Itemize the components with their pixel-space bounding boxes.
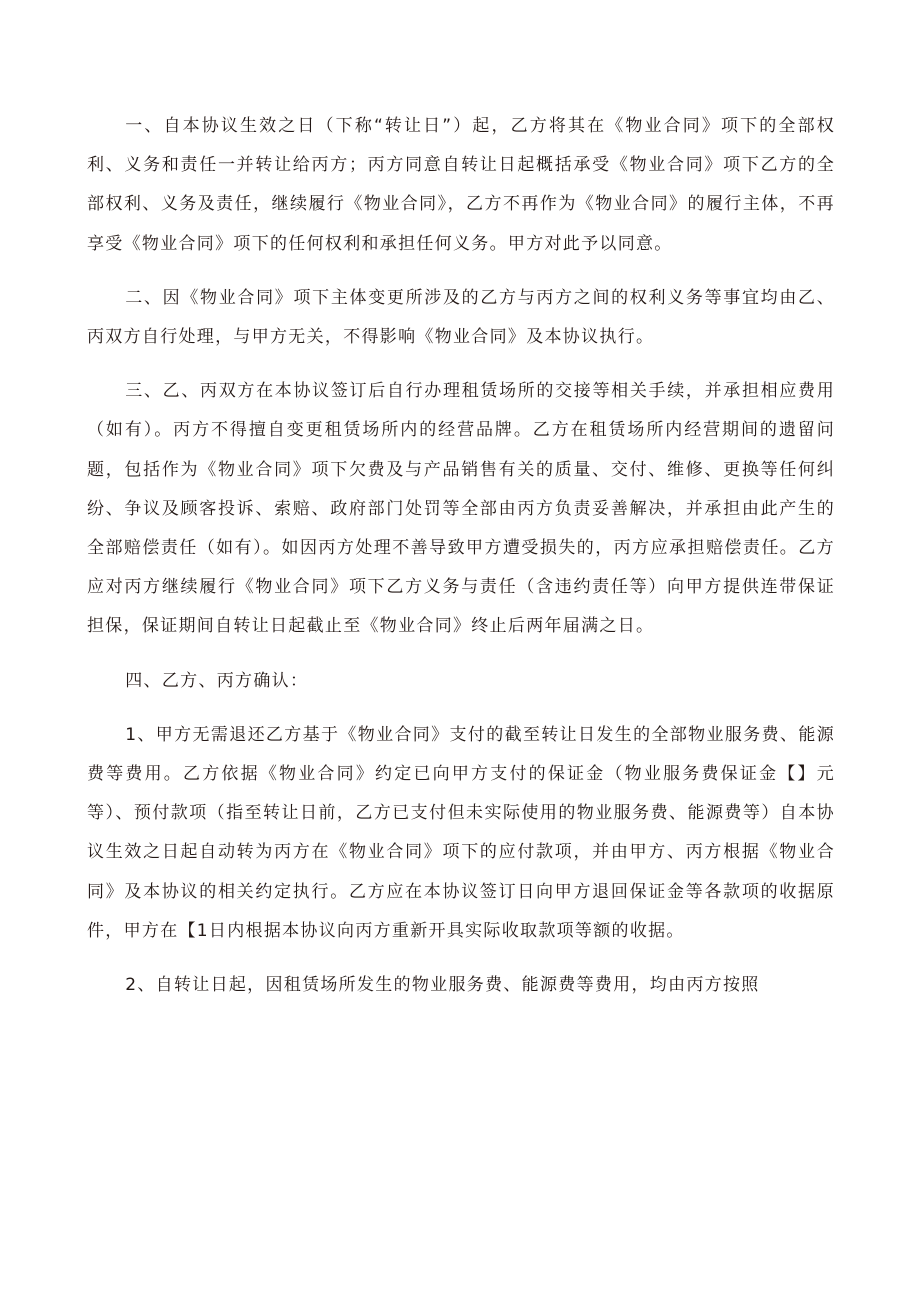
clause-4-item-1-paragraph: 1、甲方无需退还乙方基于《物业合同》支付的截至转让日发生的全部物业服务费、能源费等费用。乙方依据《物业合同》约定已向甲方支付的保证金（物业服务费保证金【】元等）、预付款项（指至转让日前，乙方已支付但未实际使用的物业服务费、能源费等）自本协议生效之日起自动转为丙方在《物业合同》项下的应付款项，并由甲方、丙方根据《物业合同》及本协议的相关约定执行。乙方应在本协议签订日向甲方退回保证金等各款项的收据原件，甲方在【1日内根据本协议向丙方重新开具实际收取款项等额的收据。	[87, 724, 835, 941]
document-body	[87, 107, 835, 1020]
clause-3-paragraph: 三、乙、丙双方在本协议签订后自行办理租赁场所的交接等相关手续，并承担相应费用（如有）。丙方不得擅自变更租赁场所内的经营品牌。乙方在租赁场所内经营期间的遗留问题，包括作为《物业合同》项下欠费及与产品销售有关的质量、交付、维修、更换等任何纠纷、争议及顾客投诉、索赔、政府部门处罚等全部由丙方负责妥善解决，并承担由此产生的全部赔偿责任（如有）。如因丙方处理不善导致甲方遭受损失的，丙方应承担赔偿责任。乙方应对丙方继续履行《物业合同》项下乙方义务与责任（含违约责任等）向甲方提供连带保证担保，保证期间自转让日起截止至《物业合同》终止后两年届满之日。	[87, 381, 835, 637]
clause-2-paragraph: 二、因《物业合同》项下主体变更所涉及的乙方与丙方之间的权利义务等事宜均由乙、丙双方自行处理，与甲方无关，不得影响《物业合同》及本协议执行。	[87, 287, 835, 348]
clause-1-paragraph: 一、自本协议生效之日（下称“转让日”）起，乙方将其在《物业合同》项下的全部权利、义务和责任一并转让给丙方；丙方同意自转让日起概括承受《物业合同》项下乙方的全部权利、义务及责任，继续履行《物业合同》，乙方不再作为《物业合同》的履行主体，不再享受《物业合同》项下的任何权利和承担任何义务。甲方对此予以同意。	[87, 116, 835, 254]
clause-4-heading: 四、乙方、丙方确认：	[125, 670, 309, 691]
clause-4-item-2-paragraph: 2、自转让日起，因租赁场所发生的物业服务费、能源费等费用，均由丙方按照	[125, 975, 760, 996]
